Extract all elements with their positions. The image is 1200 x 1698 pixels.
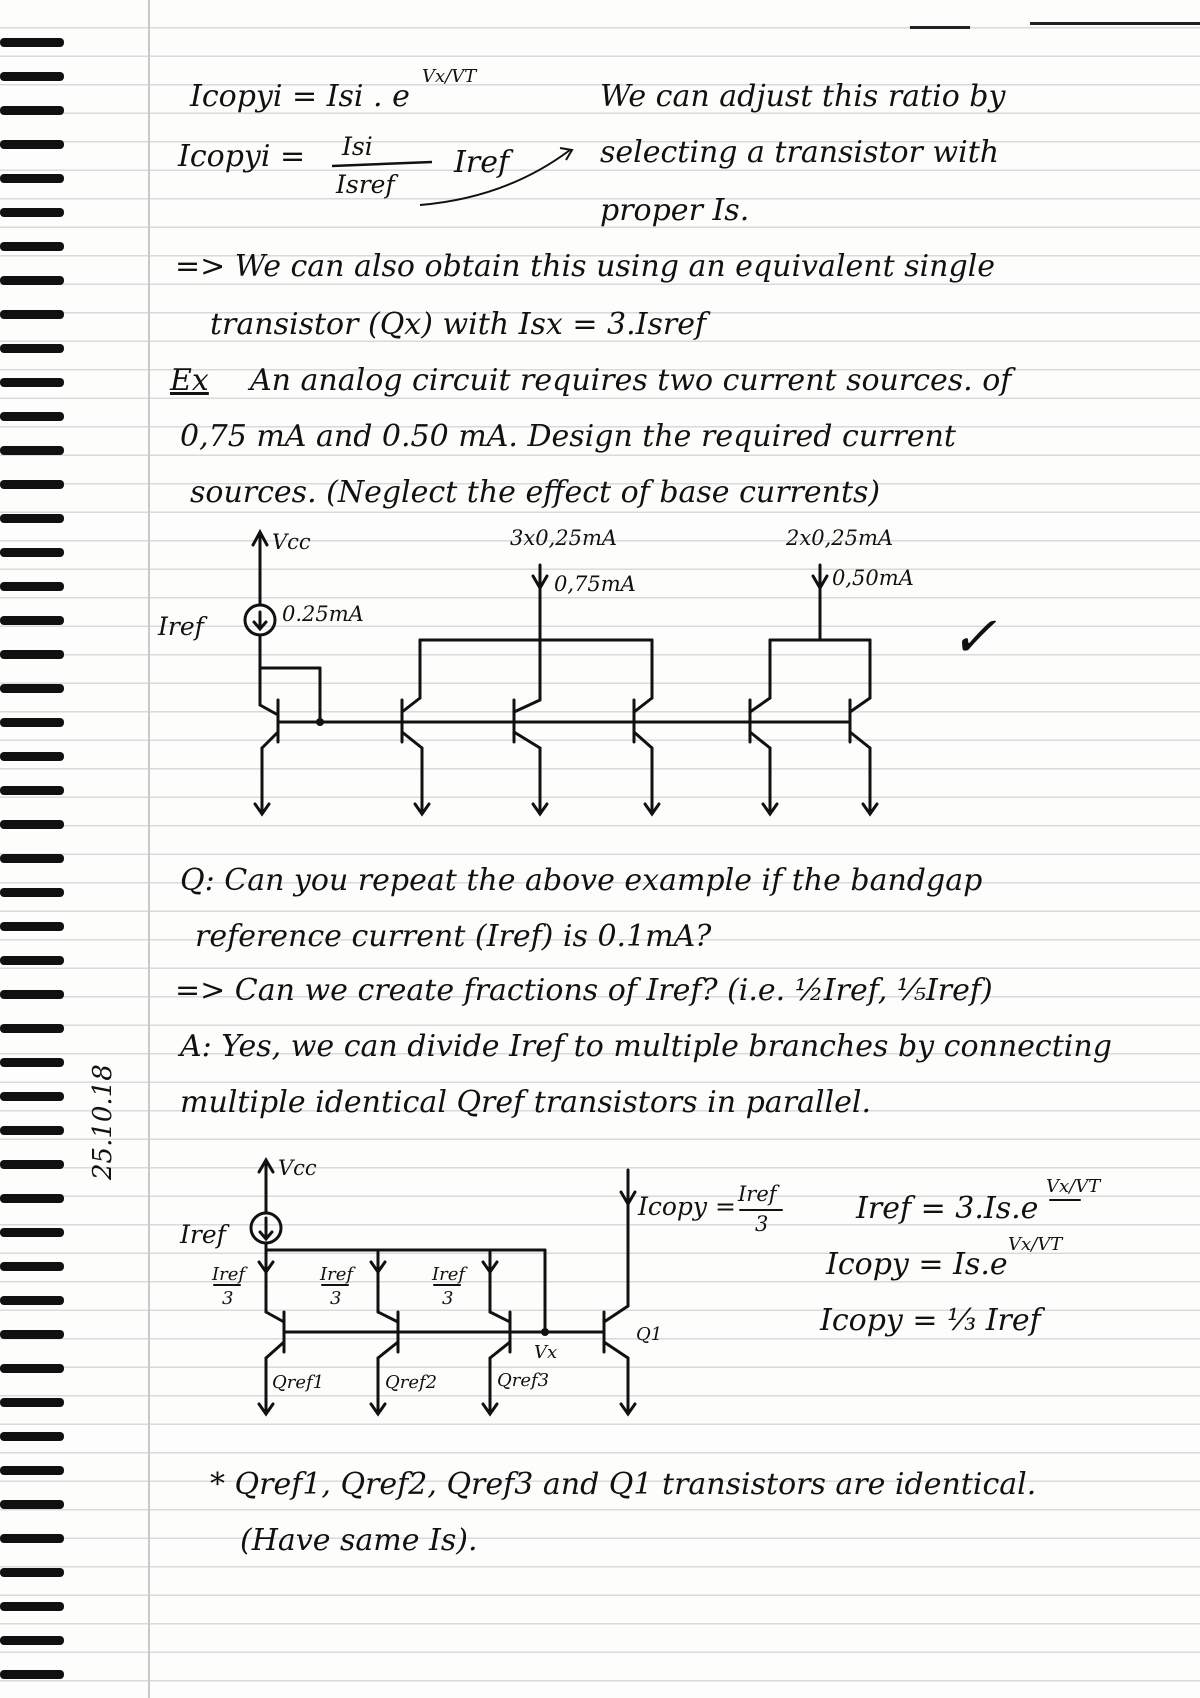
- icopy-denominator: 3: [755, 1212, 769, 1236]
- equation-iref-exponent: Vx/VT: [1046, 1176, 1101, 1197]
- statement-line-2: transistor (Qx) with Isx = 3.Isref: [210, 307, 707, 342]
- answer-line-1: A: Yes, we can divide Iref to multiple branches by connecting: [180, 1029, 1112, 1064]
- branch-current-2: Iref: [320, 1264, 354, 1285]
- example-line-1: An analog circuit requires two current sources. of: [250, 363, 1012, 398]
- example-line-2: 0,75 mA and 0.50 mA. Design the required current: [180, 419, 956, 454]
- q1-label: Q1: [636, 1324, 663, 1345]
- equation-icopy-result: Icopy = ⅓ Iref: [820, 1303, 1041, 1338]
- check-mark-icon: ✓: [950, 605, 997, 670]
- example-label: Ex: [170, 363, 209, 398]
- footer-line-1: * Qref1, Qref2, Qref3 and Q1 transistors are identical.: [210, 1467, 1037, 1502]
- equation-iref: Iref = 3.Is.e: [856, 1191, 1039, 1226]
- icopy-label: Icopy =: [638, 1192, 736, 1221]
- iref-label-2: Iref: [180, 1220, 226, 1249]
- qref1-label: Qref1: [272, 1372, 325, 1393]
- statement-line-1: => We can also obtain this using an equivalent single: [175, 249, 996, 284]
- vcc-label-1: Vcc: [272, 530, 311, 554]
- note-line-1: We can adjust this ratio by: [600, 79, 1006, 114]
- iref-value: 0.25mA: [282, 602, 364, 626]
- ratio-numerator: Isi: [342, 132, 373, 161]
- answer-line-2: multiple identical Qref transistors in parallel.: [180, 1085, 871, 1120]
- example-line-3: sources. (Neglect the effect of base currents): [190, 475, 881, 510]
- qref3-label: Qref3: [497, 1370, 550, 1391]
- output1-multiplier: 3x0,25mA: [510, 526, 618, 550]
- note-line-3: proper Is.: [600, 193, 750, 228]
- footer-line-2: (Have same Is).: [240, 1523, 478, 1558]
- branch-current-1: Iref: [212, 1264, 246, 1285]
- qref2-label: Qref2: [385, 1372, 438, 1393]
- note-line-2: selecting a transistor with: [600, 135, 1000, 170]
- output2-multiplier: 2x0,25mA: [786, 526, 894, 550]
- question-line-2: reference current (Iref) is 0.1mA?: [195, 919, 712, 954]
- branch-current-3-den: 3: [442, 1288, 454, 1309]
- equation-exponent: Vx/VT: [422, 66, 477, 87]
- output1-current: 0,75mA: [554, 572, 636, 596]
- equation-icopy: Icopy = Is.e: [826, 1247, 1008, 1282]
- branch-current-3: Iref: [432, 1264, 466, 1285]
- output2-current: 0,50mA: [832, 566, 914, 590]
- equation-icopy-2: Icopyi =: [178, 139, 306, 174]
- iref-label-1: Iref: [158, 612, 204, 641]
- equation-icopy-exponent: Vx/VT: [1008, 1234, 1063, 1255]
- branch-current-2-den: 3: [330, 1288, 342, 1309]
- ratio-tail: Iref: [454, 145, 510, 180]
- icopy-numerator: Iref: [738, 1182, 777, 1206]
- question-line-1: Q: Can you repeat the above example if the bandgap: [180, 863, 983, 898]
- question-line-3: => Can we create fractions of Iref? (i.e. ½Iref, ⅕Iref): [175, 973, 993, 1008]
- equation-icopy-1: Icopyi = Isi . e: [190, 79, 410, 114]
- branch-current-1-den: 3: [222, 1288, 234, 1309]
- vx-label: Vx: [534, 1342, 558, 1363]
- date: 25.10.18: [88, 1064, 118, 1180]
- vcc-label-2: Vcc: [278, 1156, 317, 1180]
- ratio-denominator: Isref: [336, 170, 395, 199]
